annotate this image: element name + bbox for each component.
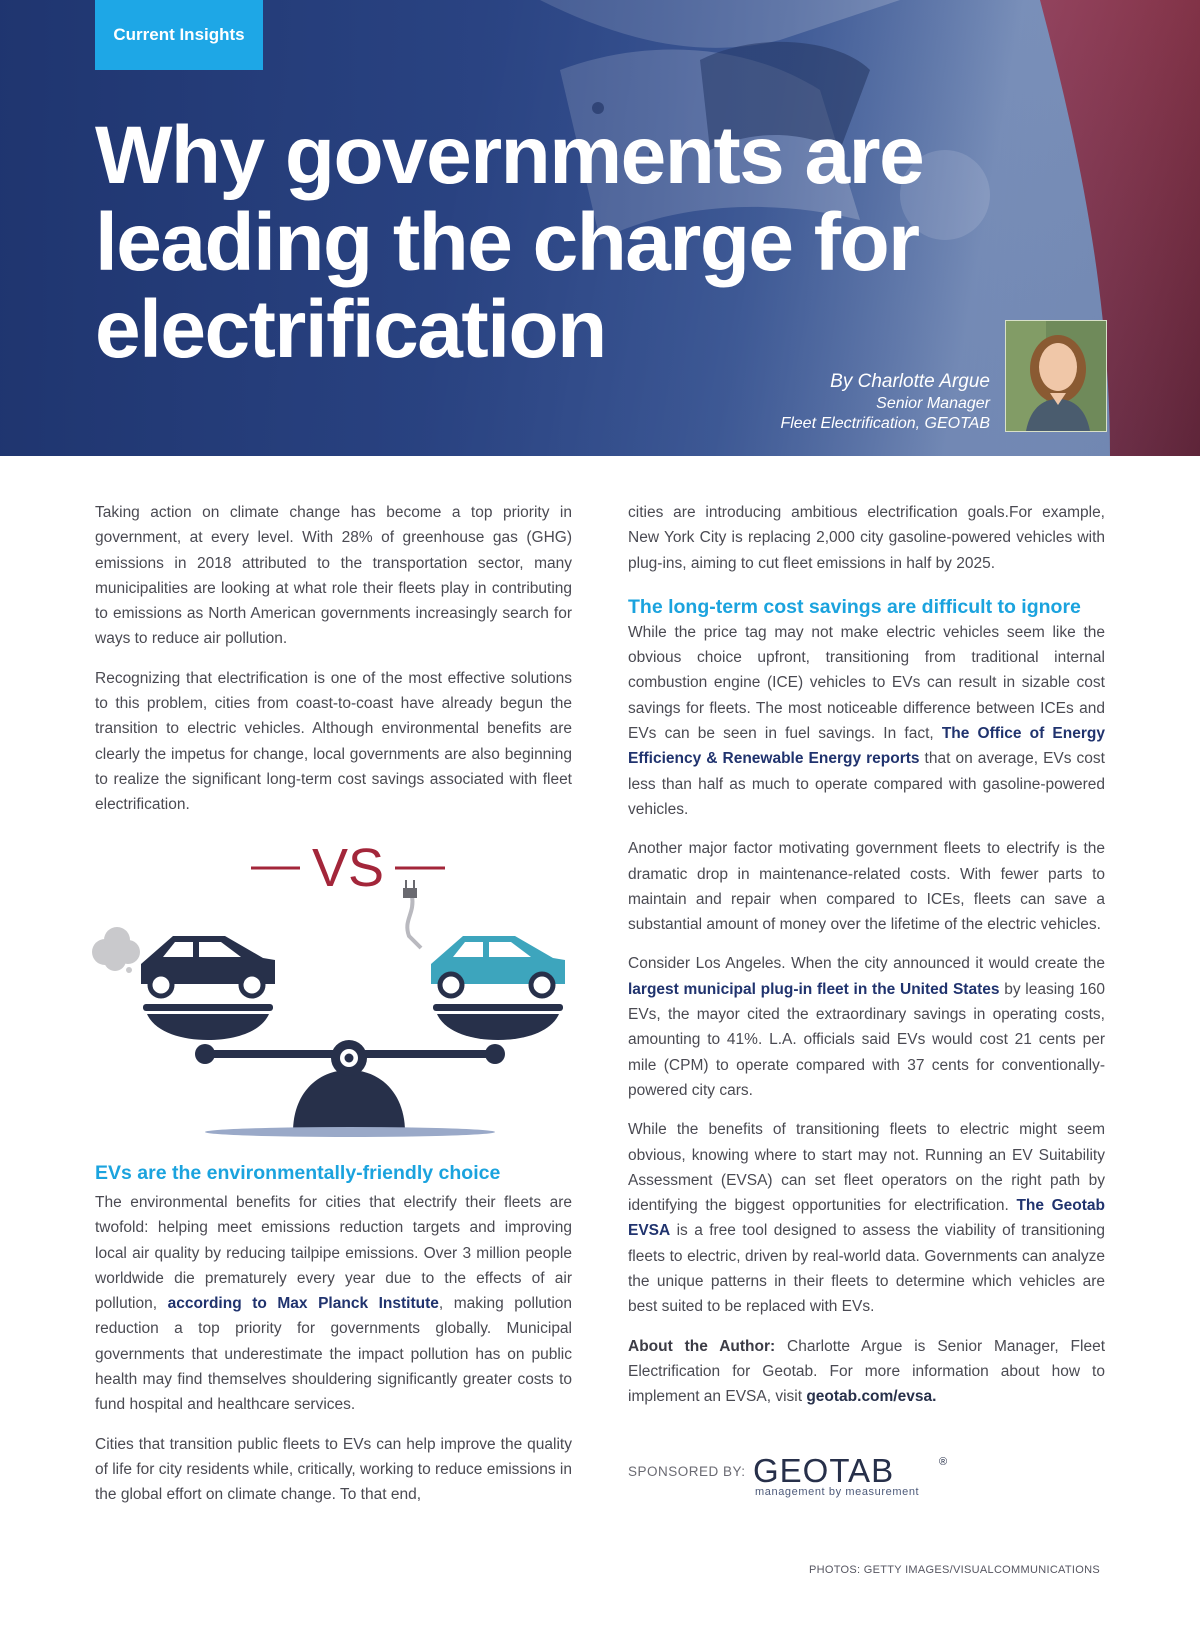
plug-icon — [403, 880, 421, 948]
paragraph: Taking action on climate change has become a top priority in government, at every level. With 28% of greenhouse gas (GHG) emissions in 2018 attributed to the transportation sector, many municipalities are looking at what role their fleets play in contributing to emissions as North American governments increasingly search for ways to reduce air pollution. — [95, 504, 572, 648]
right-column — [628, 500, 1105, 1424]
section-badge: Current Insights — [95, 0, 263, 70]
paragraph: Recognizing that electrification is one of the most effective solutions to this problem, cities from coast-to-coast have already begun the transition to electric vehicles. Although environmental benefits are clearly the impetus for change, local governments are also beginning to realize the significant long-term cost savings associated with fleet electrification. — [95, 669, 572, 814]
paragraph: Cities that transition public fleets to EVs can help improve the quality of life for city residents while, critically, working to reduce emissions in the global effort on climate change. To that end, — [95, 1435, 572, 1504]
geotab-evsa-url-link[interactable]: geotab.com/evsa. — [806, 1388, 937, 1406]
paragraph: While the price tag may not make electric vehicles seem like the obvious choice upfront, transitioning from traditional internal combustion engine (ICE) vehicles to EVs can result in sizable cost savings for fleets. The most noticeable difference between ICEs and EVs can be seen in fuel savings. In fact, The Office of Energy Efficiency & Renewable Energy reports that on average, EVs cost less than half as much to operate compared with gasoline-powered vehicles. — [628, 623, 1105, 818]
paragraph: Consider Los Angeles. When the city announced it would create the largest municipal plug-in fleet in the United States by leasing 160 EVs, the mayor cited the extraordinary savings in operating costs, amounting to 41%. L.A. officials said EVs would cost 21 cents per mile (CPM) to operate compared with 37 cents for conventionally-powered city cars. — [628, 955, 1105, 1099]
left-column-continued — [95, 1190, 572, 1522]
paragraph: Another major factor motivating government fleets to electrify is the dramatic drop in maintenance-related costs. With fewer parts to maintain and repair when compared to ICEs, fleets can save a substantial amount of money over the lifetime of the electric vehicles. — [628, 840, 1105, 934]
about-author: About the Author: Charlotte Argue is Senior Manager, Fleet Electrification for Geotab. For more information about how to implement an EVSA, visit geotab.com/evsa. — [628, 1337, 1105, 1406]
left-column — [95, 500, 572, 832]
paragraph: The environmental benefits for cities that electrify their fleets are twofold: helping meet emissions reduction targets and improving local air quality by reducing tailpipe emissions. Over 3 million people worldwide die prematurely every year due to the effects of air pollution, according to Max Planck Institute, making pollution reduction a top priority for governments globally. Municipal governments that underestimate the impact pollution has on public health may find themselves shouldering significantly greater costs to fund hospital and healthcare services. — [95, 1194, 572, 1414]
section-heading: EVs are the environmentally-friendly choice — [95, 1162, 501, 1184]
paragraph: cities are introducing ambitious electrification goals.For example, New York City is replacing 2,000 city gasoline-powered vehicles with plug-ins, aiming to cut fleet emissions in half by 2025. — [628, 504, 1105, 572]
svg-text:management by measurement: management by measurement — [755, 1486, 920, 1498]
photo-credit: PHOTOS: GETTY IMAGES/VISUALCOMMUNICATIONS — [808, 1564, 1100, 1576]
section-heading: The long-term cost savings are difficult to ignore — [628, 595, 1081, 618]
sponsor-label: SPONSORED BY: — [628, 1464, 746, 1479]
geotab-logo[interactable] — [753, 1452, 953, 1502]
author-byline — [780, 370, 990, 434]
la-fleet-link[interactable]: largest municipal plug-in fleet in the United States — [628, 980, 1000, 998]
geotab-evsa-link[interactable]: The Geotab EVSA — [628, 1197, 1105, 1240]
author-department: Fleet Electrification, GEOTAB — [780, 415, 990, 432]
sponsor-block — [628, 1452, 968, 1502]
gas-car-icon — [141, 936, 275, 996]
about-author-label: About the Author: — [628, 1337, 776, 1355]
svg-text:®: ® — [939, 1456, 948, 1468]
hero-banner — [0, 0, 1200, 456]
electric-car-icon — [431, 936, 565, 996]
max-planck-link[interactable]: according to Max Planck Institute — [167, 1295, 439, 1313]
ice-vs-ev-scale-illustration — [85, 832, 575, 1137]
author-name: By Charlotte Argue — [830, 371, 990, 392]
exhaust-cloud-icon — [92, 927, 140, 973]
paragraph: While the benefits of transitioning fleets to electric might seem obvious, knowing where to start may not. Running an EV Suitability Assessment (EVSA) can set fleet operators on the right path by identifying the biggest opportunities for electrification. The Geotab EVSA is a free tool designed to assess the viability of transitioning fleets to electric, driven by real-world data. Governments can analyze the unique patterns in their fleets to determine which vehicles are best suited to be replaced with EVs. — [628, 1121, 1105, 1316]
energy-office-report-link[interactable]: The Office of Energy Efficiency & Renewable Energy reports — [628, 725, 1105, 768]
author-photo — [1005, 320, 1107, 432]
author-title: Senior Manager — [876, 395, 990, 412]
svg-text:GEOTAB: GEOTAB — [753, 1452, 895, 1489]
headline: Why governments are leading the charge for electrification — [95, 110, 924, 375]
vs-label: VS — [311, 838, 385, 898]
